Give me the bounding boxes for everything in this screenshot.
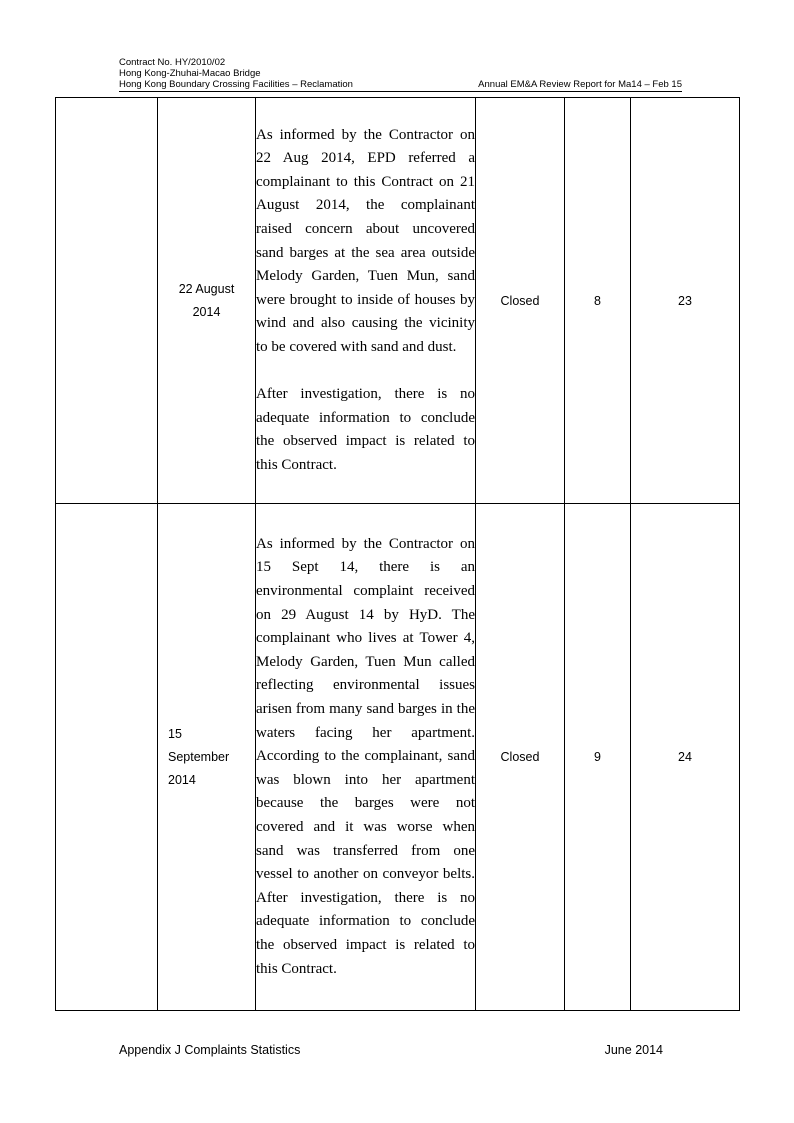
cumulative-number: 23 [631,98,740,504]
complaint-status: Closed [476,98,565,504]
page-header [119,57,682,92]
complaint-description [256,98,476,504]
date-line: September [168,749,230,764]
appendix-title: Appendix J Complaints Statistics [119,1043,301,1057]
complaint-description [256,504,476,1011]
complaints-table [55,97,740,1011]
header-rule-line [119,79,682,92]
complaint-number: 9 [565,504,631,1011]
date-line: 15 [168,726,182,741]
facility-name: Hong Kong Boundary Crossing Facilities – Reclamation [119,79,353,90]
description-paragraph: As informed by the Contractor on 15 Sept 14, there is an environmental complaint received on 29 August 14 by HyD. The complainant who lives at Tower 4, Melody Garden, Tuen Mun called reflecting environmental issues arisen from many sand barges in the waters facing her apartment. According to the complainant, sand was blown into her apartment because the barges were not covered and it was worse when sand was transferred from one vessel to another on conveyor belts. After investigation, there is no adequate information to conclude the observed impact is related to this Contract. [256,535,475,977]
complaint-status: Closed [476,504,565,1011]
blank-cell [56,504,158,1011]
report-date: June 2014 [604,1043,663,1057]
page-footer [119,1043,663,1057]
complaint-number: 8 [565,98,631,504]
report-title: Annual EM&A Review Report for Ma14 – Feb 15 [478,79,682,90]
table-row [56,98,740,504]
description-paragraph: After investigation, there is no adequate information to conclude the observed impact is related to this Contract. [256,386,475,473]
blank-cell [56,98,158,504]
complaint-date [158,504,256,1011]
cumulative-number: 24 [631,504,740,1011]
contract-number: Contract No. HY/2010/02 [119,57,226,68]
date-line: 2014 [192,304,221,319]
table-row [56,504,740,1011]
description-paragraph: As informed by the Contractor on 22 Aug 2014, EPD referred a complainant to this Contract on 21 August 2014, the complainant raised concern about uncovered sand barges at the sea area outside Melody Garden, Tuen Mun, sand were brought to inside of houses by wind and also causing the vicinity to be covered with sand and dust. [256,126,475,355]
date-line: 2014 [168,772,196,787]
complaint-date [158,98,256,504]
date-line: 22 August [178,281,235,296]
project-name: Hong Kong-Zhuhai-Macao Bridge [119,68,261,79]
